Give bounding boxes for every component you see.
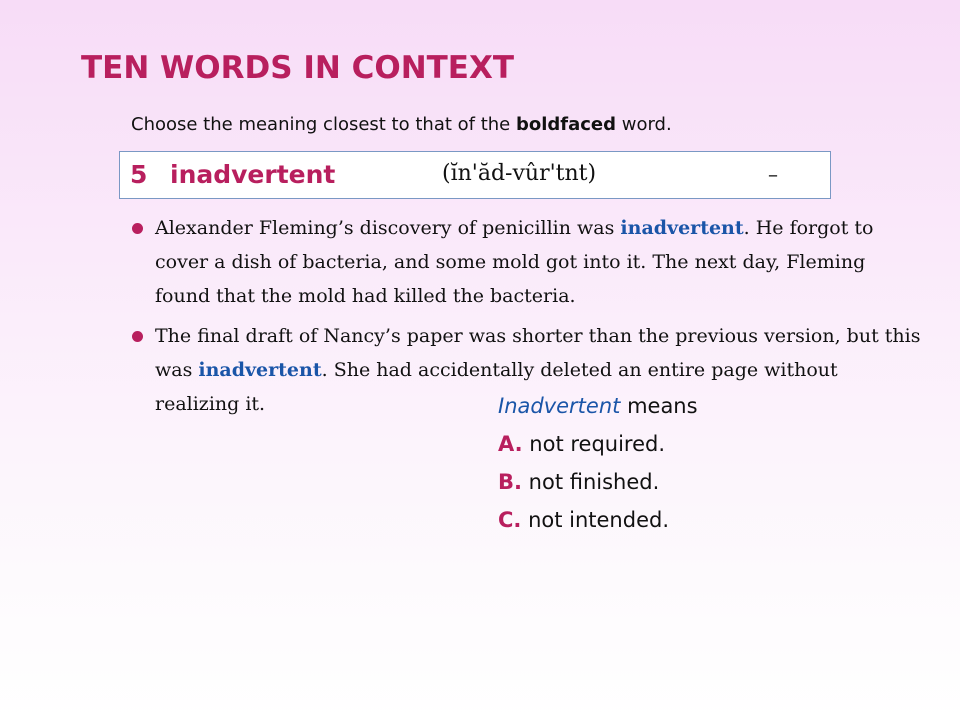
- bullet-icon: [132, 223, 143, 234]
- instruction-before: Choose the meaning closest to that of the: [131, 114, 516, 135]
- question-prompt: [498, 387, 698, 425]
- question-word: Inadvertent: [498, 394, 621, 418]
- option-a[interactable]: [498, 425, 698, 463]
- option-text: not finished.: [521, 470, 660, 494]
- part-of-speech: –: [768, 162, 778, 186]
- example-text-after: . He forgot to cover a dish of bacteria, and some mold got into it. The next day, Fleming found that the mold had killed the bacteria.: [155, 217, 874, 307]
- question-rest: means: [620, 394, 698, 418]
- pronunciation: (ĭn'ăd-vûr'tnt): [442, 161, 597, 186]
- option-letter: B.: [498, 470, 522, 494]
- option-text: not intended.: [521, 508, 669, 532]
- example-text-after: . She had accidentally deleted an entire page without realizing it.: [155, 359, 838, 415]
- instruction-text: [131, 114, 672, 135]
- slide-title: TEN WORDS IN CONTEXT: [81, 50, 515, 86]
- option-b[interactable]: [498, 463, 698, 501]
- vocab-word: inadvertent: [170, 160, 336, 189]
- instruction-bold: boldfaced: [515, 114, 617, 135]
- option-letter: C.: [498, 508, 522, 532]
- example-highlight-word: inadvertent: [620, 217, 744, 239]
- option-c[interactable]: [498, 501, 698, 539]
- option-letter: A.: [498, 432, 523, 456]
- bullet-icon: [132, 331, 143, 342]
- example-text-before: The final draft of Nancy’s paper was shorter than the previous version, but this was: [155, 325, 921, 381]
- vocab-word-box: [119, 151, 831, 199]
- example-highlight-word: inadvertent: [198, 359, 322, 381]
- example-sentence-1: [132, 211, 922, 313]
- example-text-before: Alexander Fleming’s discovery of penicillin was: [155, 217, 621, 239]
- option-text: not required.: [522, 432, 666, 456]
- word-number: 5: [130, 160, 148, 189]
- answer-options: [498, 387, 698, 539]
- instruction-after: word.: [616, 114, 672, 135]
